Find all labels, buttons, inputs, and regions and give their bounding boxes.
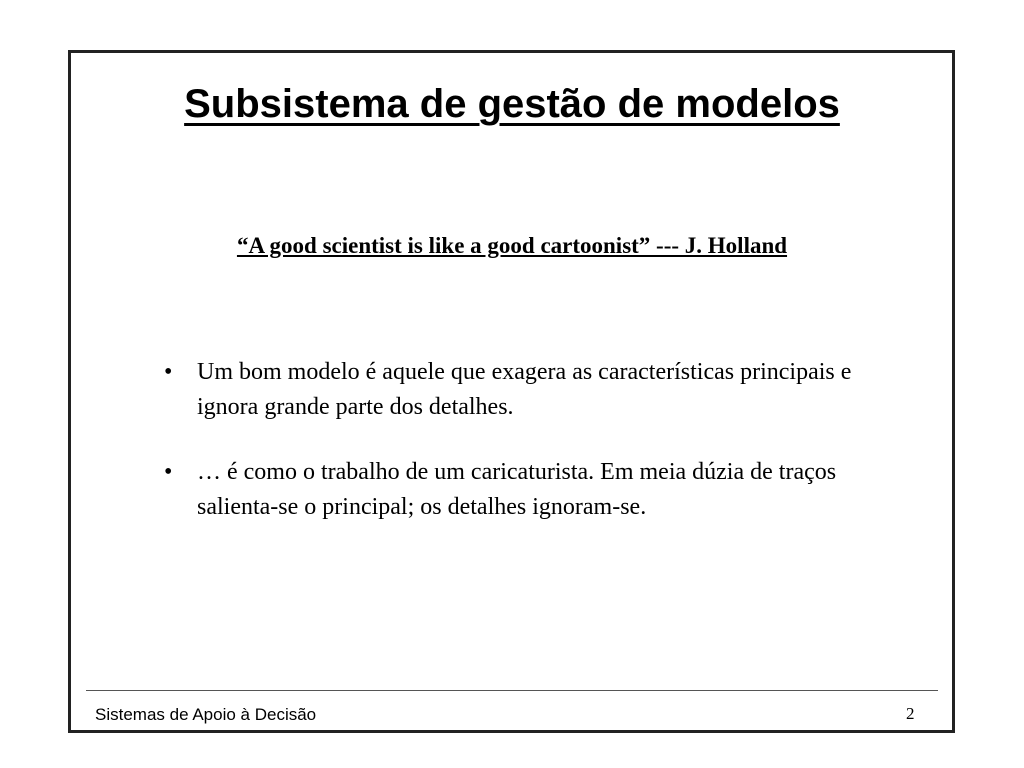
bullet-text: … é como o trabalho de um caricaturista. Em meia dúzia de traços salienta-se o principal; os detalhes ignoram-se.: [197, 459, 837, 520]
footer-divider: [86, 690, 938, 691]
page-number: 2: [906, 704, 915, 723]
bullet-marker: •: [164, 459, 173, 485]
slide-title: Subsistema de gestão de modelos: [184, 82, 840, 126]
bullet-text: Um bom modelo é aquele que exagera as características principais e ignora grande parte dos detalhes.: [197, 359, 852, 420]
quote: “A good scientist is like a good cartoonist” --- J. Holland: [236, 233, 788, 258]
bullet-item: [160, 355, 900, 425]
bullet-item: [160, 455, 900, 525]
footer-course-title: Sistemas de Apoio à Decisão: [95, 705, 317, 724]
bullet-list: [160, 355, 900, 555]
bullet-marker: •: [164, 359, 173, 385]
